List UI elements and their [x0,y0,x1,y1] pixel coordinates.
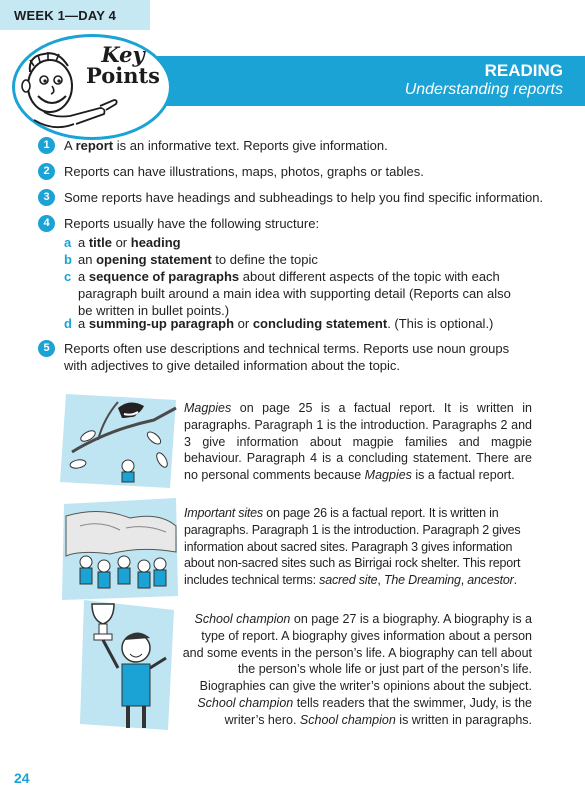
structure-letter: c [64,269,72,284]
week-day-tab [0,0,150,30]
point-number-5: 5 [38,340,55,357]
points-word: Points [86,63,161,88]
point-3: Some reports have headings and subheadings to help you find specific information. [64,190,544,205]
point-5: Reports often use descriptions and technical terms. Reports use noun groups with adjectives to give detailed information about the topic. [64,341,510,373]
school-champion-paragraph: School champion on page 27 is a biography. A biography is a type of report. A biography gives information about a person and some events in the person’s life. A biography can tell about the person’s whole life or just part of the person’s life. Biographies can give the writer’s opinions about the subject. School champion tells readers that the swimmer, Judy, is the writer’s hero. School champion is written in paragraphs. [182,612,532,727]
point-number-3: 3 [38,189,55,206]
structure-letter: b [64,252,72,267]
key-word: Key [101,42,145,67]
swimmer-trophy-illustration [78,596,178,734]
rock-shelter-illustration [60,496,180,602]
point-1: A report is an informative text. Reports give information. [64,138,388,153]
page-number: 24 [14,770,30,786]
section-heading: READING [484,61,563,80]
page-title [405,62,563,100]
point-number-4: 4 [38,215,55,232]
structure-letter: d [64,316,72,331]
important-sites-paragraph: Important sites on page 26 is a factual report. It is written in paragraphs. Paragraph 1 is the introduction. Paragraph 2 gives information about sacred sites. Paragraph 3 gives information about non-sacred sites such as Birrigai rock shelter. This report includes technical terms: sacred site, The Dreaming, ancestor. [184,506,521,588]
magpie-tree-illustration [58,390,180,492]
section-subtitle: Understanding reports [404,81,563,98]
week-day-label: WEEK 1—DAY 4 [14,8,117,23]
point-4: Reports usually have the following structure: [64,216,320,231]
magpies-paragraph: Magpies on page 25 is a factual report. It is written in paragraphs. Paragraph 1 is the introduction. Paragraphs 2 and 3 give information about magpie families and magpie behaviour. Paragraph 4 is a concluding statement. There are no personal comments because Magpies is a factual report. [184,401,532,483]
point-2: Reports can have illustrations, maps, photos, graphs or tables. [64,164,424,179]
key-points-title [86,44,160,86]
structure-letter: a [64,235,72,250]
point-number-1: 1 [38,137,55,154]
point-number-2: 2 [38,163,55,180]
